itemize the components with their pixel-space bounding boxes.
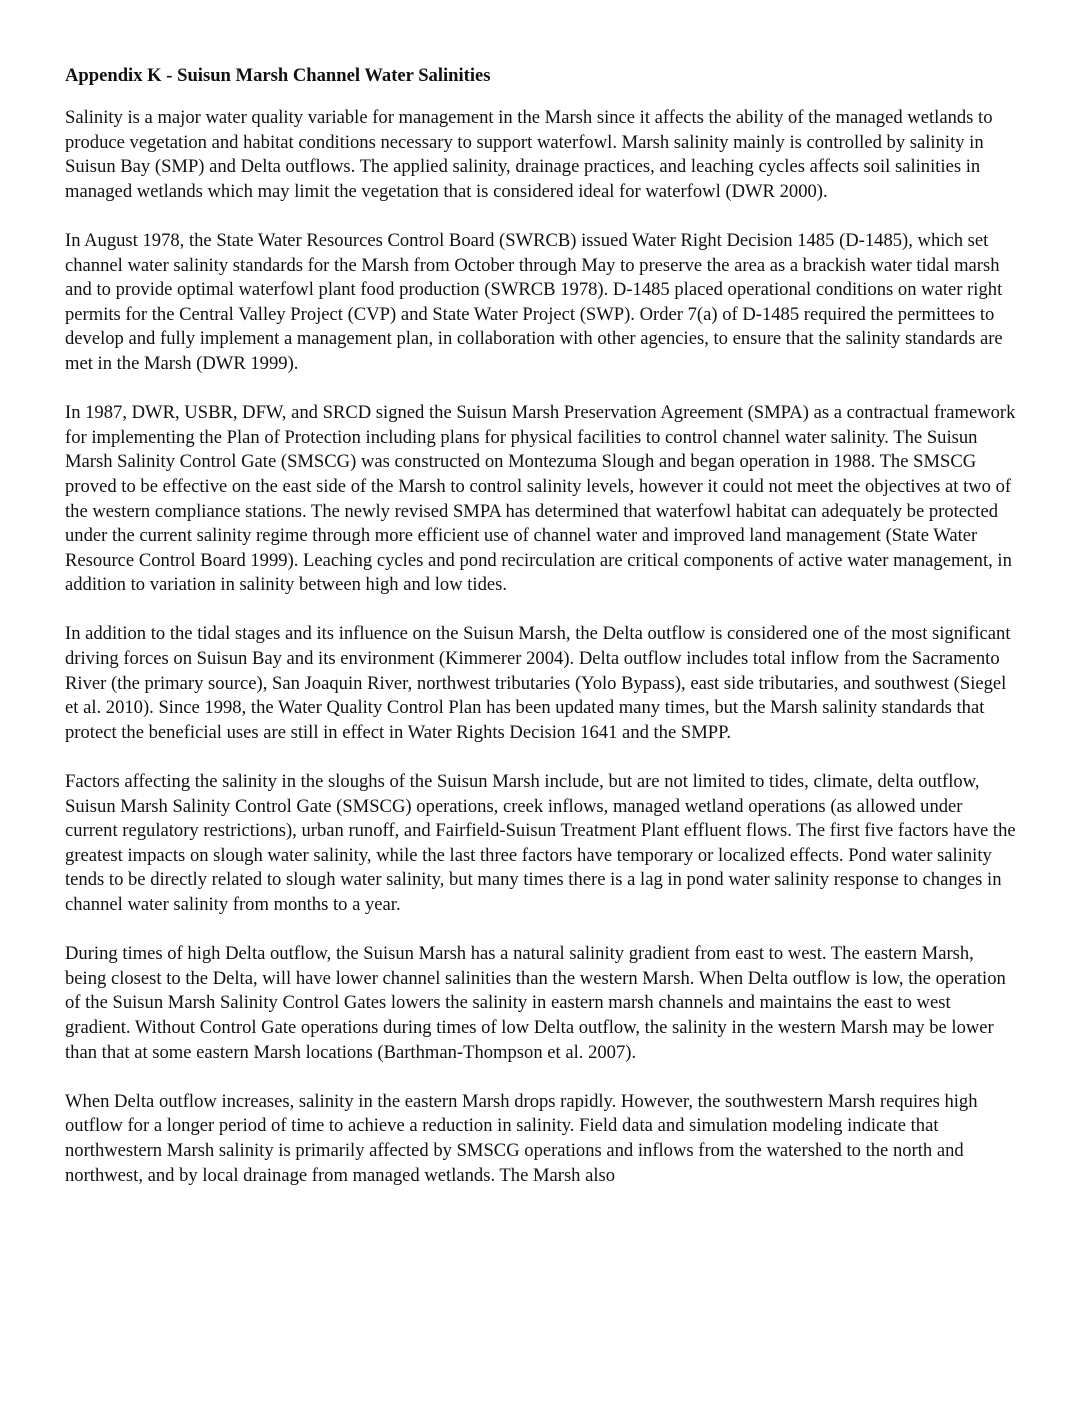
paragraph-salinity-factors: Factors affecting the salinity in the sloughs of the Suisun Marsh include, but are not limited to tides, climate, delta outflow, Suisun Marsh Salinity Control Gate (SMSCG) operations, creek inflows, managed wetland operations (as allowed under current regulatory restrictions), urban runoff, and Fairfield-Suisun Treatment Plant effluent flows. The first five factors have the greatest impacts on slough water salinity, while the last three factors have temporary or localized effects. Pond water salinity tends to be directly related to slough water salinity, but many times there is a lag in pond water salinity response to changes in channel water salinity from months to a year. <box>65 771 1016 915</box>
document-page <box>65 64 1017 1213</box>
paragraph-smpa: In 1987, DWR, USBR, DFW, and SRCD signed the Suisun Marsh Preservation Agreement (SMPA) as a contractual framework for implementing the Plan of Protection including plans for physical facilities to control channel water salinity. The Suisun Marsh Salinity Control Gate (SMSCG) was constructed on Montezuma Slough and began operation in 1988. The SMSCG proved to be effective on the east side of the Marsh to control salinity levels, however it could not meet the objectives at two of the western compliance stations. The newly revised SMPA has determined that waterfowl habitat can adequately be protected under the current salinity regime through more efficient use of channel water and improved land management (State Water Resource Control Board 1999). Leaching cycles and pond recirculation are critical components of active water management, in addition to variation in salinity between high and low tides. <box>65 402 1016 596</box>
paragraph-salinity-gradient: During times of high Delta outflow, the Suisun Marsh has a natural salinity gradient from east to west. The eastern Marsh, being closest to the Delta, will have lower channel salinities than the western Marsh. When Delta outflow is low, the operation of the Suisun Marsh Salinity Control Gates lowers the salinity in eastern marsh channels and maintains the east to west gradient. Without Control Gate operations during times of low Delta outflow, the salinity in the western Marsh may be lower than that at some eastern Marsh locations (Barthman-Thompson et al. 2007). <box>65 943 1006 1063</box>
paragraph-outflow-increase: When Delta outflow increases, salinity in the eastern Marsh drops rapidly. However, the southwestern Marsh requires high outflow for a longer period of time to achieve a reduction in salinity. Field data and simulation modeling indicate that northwestern Marsh salinity is primarily affected by SMSCG operations and inflows from the watershed to the north and northwest, and by local drainage from managed wetlands. The Marsh also <box>65 1090 978 1186</box>
paragraph-delta-outflow: In addition to the tidal stages and its influence on the Suisun Marsh, the Delta outflow is considered one of the most significant driving forces on Suisun Bay and its environment (Kimmerer 2004). Delta outflow includes total inflow from the Sacramento River (the primary source), San Joaquin River, northwest tributaries (Yolo Bypass), east side tributaries, and southwest (Siegel et al. 2010). Since 1998, the Water Quality Control Plan has been updated many times, but the Marsh salinity standards that protect the beneficial uses are still in effect in Water Rights Decision 1641 and the SMPP. <box>65 623 1011 743</box>
paragraph-salinity-overview: Salinity is a major water quality variable for management in the Marsh since it affects the ability of the managed wetlands to produce vegetation and habitat conditions necessary to support waterfowl. Marsh salinity mainly is controlled by salinity in Suisun Bay (SMP) and Delta outflows. The applied salinity, drainage practices, and leaching cycles affects soil salinities in managed wetlands which may limit the vegetation that is considered ideal for waterfowl (DWR 2000). <box>65 107 993 202</box>
paragraph-d1485: In August 1978, the State Water Resources Control Board (SWRCB) issued Water Right Decision 1485 (D-1485), which set channel water salinity standards for the Marsh from October through May to preserve the area as a brackish water tidal marsh and to provide optimal waterfowl plant food production (SWRCB 1978). D-1485 placed operational conditions on water right permits for the Central Valley Project (CVP) and State Water Project (SWP). Order 7(a) of D-1485 required the permittees to develop and fully implement a management plan, in collaboration with other agencies, to ensure that the salinity standards are met in the Marsh (DWR 1999). <box>65 229 1003 374</box>
document-title: Appendix K - Suisun Marsh Channel Water Salinities <box>65 65 491 86</box>
